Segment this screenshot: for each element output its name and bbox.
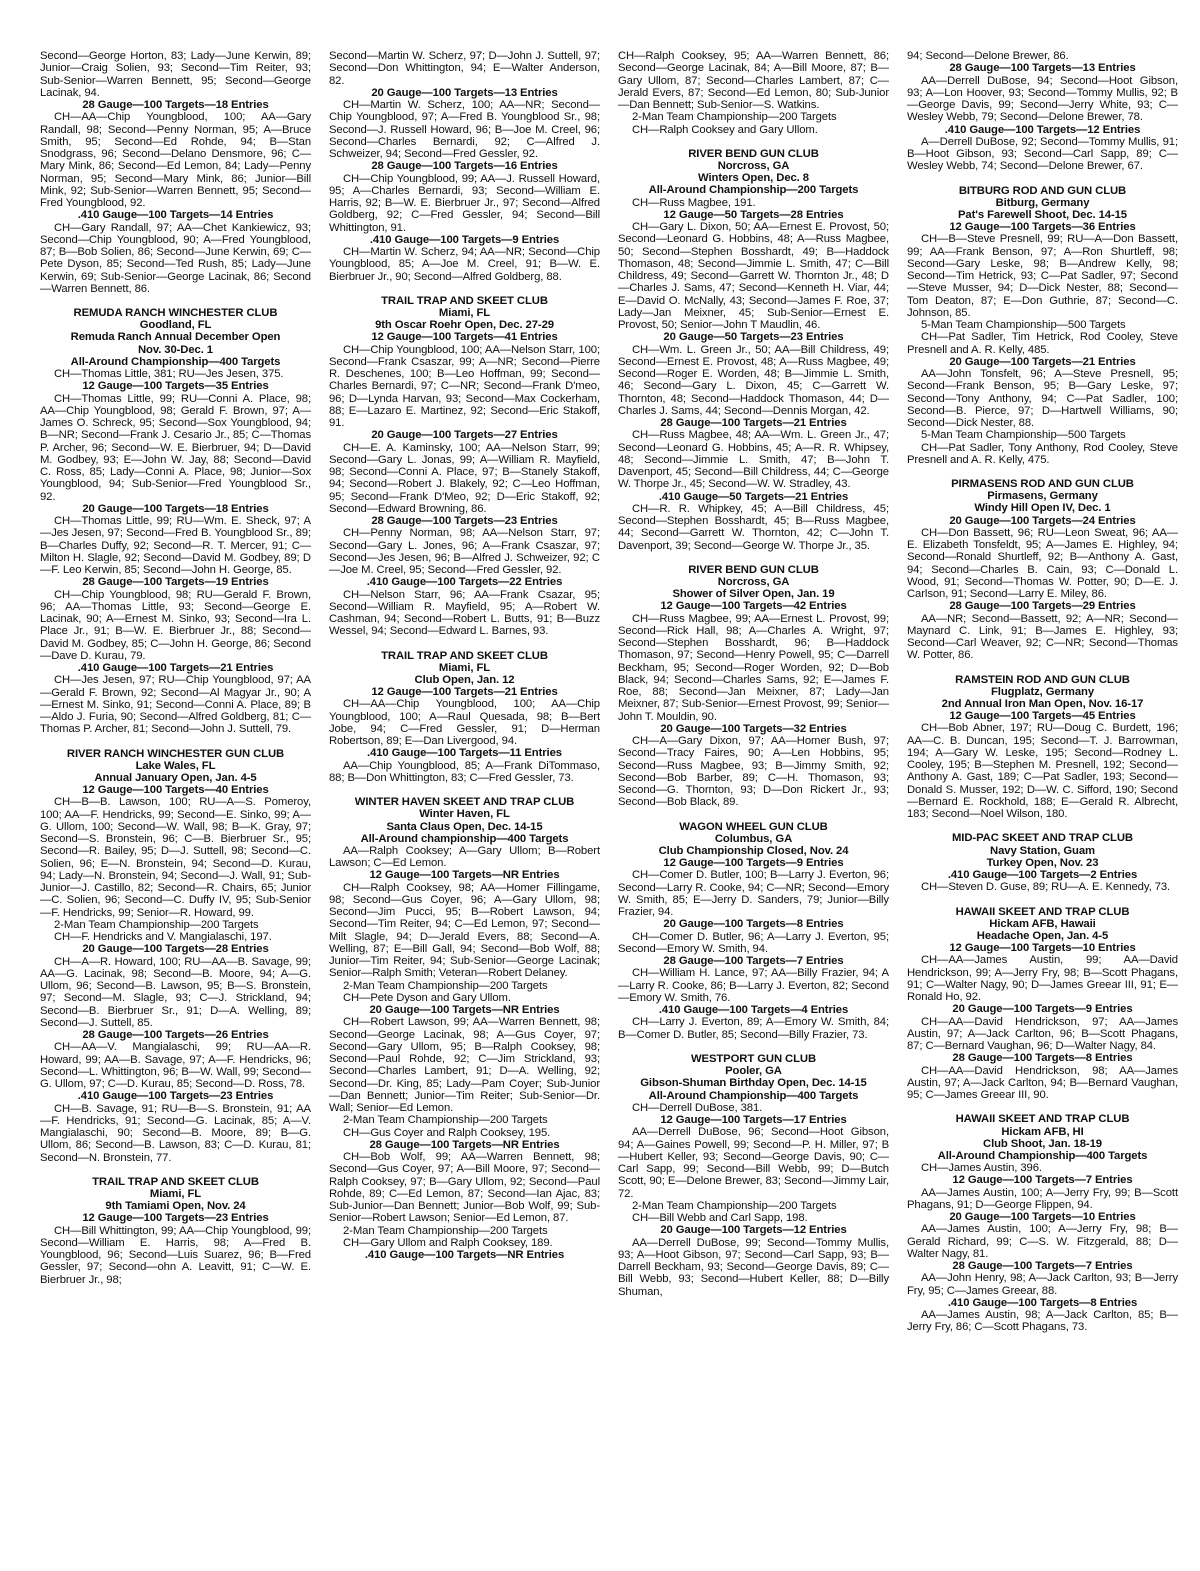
results-paragraph: AA—John Henry, 98; A—Jack Carlton, 93; B—Jerry Fry, 95; C—James Greear, 88. [907, 1272, 1178, 1297]
results-paragraph: CH—Pat Sadler, Tim Hetrick, Rod Cooley, Steve Presnell and A. R. Kelly, 485. [907, 331, 1178, 356]
club-name: TRAIL TRAP AND SKEET CLUB [92, 1175, 259, 1188]
event-subheading: 28 Gauge—100 Targets—29 Entries [949, 600, 1136, 613]
event-subheading: 12 Gauge—100 Targets—7 Entries [952, 1174, 1133, 1187]
event-subheading: All-Around championship—400 Targets [360, 832, 569, 845]
event-subheading: 28 Gauge—100 Targets—23 Entries [371, 515, 558, 528]
club-name: RAMSTEIN ROD AND GUN CLUB [955, 673, 1130, 686]
event-date: Nov. 30-Dec. 1 [138, 343, 213, 356]
club-location: Goodland, FL [139, 319, 212, 332]
results-paragraph: CH—Gary L. Dixon, 50; AA—Ernest E. Provost, 50; Second—Leonard G. Hobbins, 48; A—Russ Magbee, 50; Second—Stephen Bosshardt, 49; B—Haddock Thomason, 48; Second—Jimmie L. Smith, 47; C—Bill Childress, 49; Second—Garrett W. Thornton Jr., 48; D—Charles J. Sams, 47; Second—Kenneth H. Viar, 44; E—David O. McNally, 43; Second—James F. Roe, 37; Lady—Jan Meixner, 45; Sub-Senior—Ernest E. Provost, 50; Senior—John T Maudlin, 46. [618, 221, 889, 332]
club-name: TRAIL TRAP AND SKEET CLUB [381, 294, 548, 307]
event-name: 9th Tamiami Open, Nov. 24 [105, 1200, 246, 1213]
results-paragraph: CH—B—B. Lawson, 100; RU—A—S. Pomeroy, 100; AA—F. Hendricks, 99; Second—E. Sinko, 99; A—G. Ullom, 100; Second—W. Wall, 98; B—K. Gray, 97; Second—S. Bronstein, 96; C—B. Bierbruer Sr., 95; Second—R. Bailey, 95; D—J. Suttell, 98; Second—C. Solien, 96; E—N. Bronstein, 94; Second—D. Kurau, 94; Lady—N. Bronstein, 94; Second—J. Wall, 91; Sub-Junior—J. Castillo, 82; Second—R. Chairs, 65; Junior—C. Solien, 96; Second—C. Duffy IV, 95; Sub-Senior—F. Hendricks, 99; Senior—R. Howard, 99. [40, 796, 311, 919]
results-paragraph: CH—Russ Magbee, 191. [632, 196, 756, 209]
event-name: 2nd Annual Iron Man Open, Nov. 16-17 [941, 698, 1144, 710]
club-header [40, 1176, 311, 1213]
results-paragraph: AA—Derrell DuBose, 94; Second—Hoot Gibson, 93; A—Lon Hoover, 93; Second—Tommy Mullis, 92; B—George Davis, 99; Second—Jerry White, 93; C—Wesley Webb, 79; Second—Delone Brewer, 78. [907, 74, 1178, 124]
club-name: MID-PAC SKEET AND TRAP CLUB [952, 832, 1133, 845]
club-location: Navy Station, Guam [990, 844, 1095, 857]
results-paragraph: CH—Martin W. Scherz, 100; AA—NR; Second—Chip Youngblood, 97; A—Fred B. Youngblood Sr., 98; Second—J. Russell Howard, 96; B—Joe M. Creel, 96; Second—Charles Bernardi, 92; C—Alfred J. Schweizer, 94; Second—Fred Gessler, 92. [329, 99, 600, 160]
event-subheading: 28 Gauge—100 Targets—26 Entries [82, 1029, 269, 1042]
event-name: Club Open, Jan. 12 [414, 673, 515, 686]
column-2 [329, 50, 600, 1560]
results-paragraph: CH—Don Bassett, 96; RU—Leon Sweat, 96; AA—E. Elizabeth Tonsfeldt, 95; A—James E. Highley, 94; Second—Ronald Shurtleff, 92; B—Anthony A. Gast, 94; Second—Charles B. Cain, 93; C—Donald L. Wood, 91; Second—Thomas W. Potter, 90; D—E. J. Carlson, 91; Second—Larry E. Miley, 86. [907, 526, 1178, 601]
event-name: Annual January Open, Jan. 4-5 [94, 771, 257, 784]
club-location: Columbus, GA [714, 832, 793, 845]
event-subheading: 28 Gauge—100 Targets—16 Entries [371, 160, 558, 173]
event-subheading: All-Around Championship—400 Targets [648, 1089, 859, 1102]
results-paragraph: AA—James Austin, 98; A—Jack Carlton, 85; B—Jerry Fry, 86; C—Scott Phagans, 73. [907, 1309, 1178, 1334]
event-subheading: 12 Gauge—100 Targets—35 Entries [82, 380, 269, 393]
results-paragraph: 2-Man Team Championship—200 Targets [632, 1199, 837, 1212]
event-subheading: .410 Gauge—100 Targets—21 Entries [77, 662, 274, 674]
event-name: Winters Open, Dec. 8 [698, 172, 809, 185]
results-paragraph: CH—Comer D. Butler, 100; B—Larry J. Everton, 96; Second—Larry R. Cooke, 94; C—NR; Second—Emory W. Smith, 85; E—Jerry D. Sanders, 79; Junior—Billy Frazier, 94. [618, 869, 889, 919]
club-header [329, 295, 600, 332]
event-subheading: .410 Gauge—100 Targets—23 Entries [77, 1090, 274, 1103]
results-paragraph: AA—James Austin, 100; A—Jerry Fry, 99; B—Scott Phagans, 91; D—George Flippen, 94. [907, 1186, 1178, 1211]
results-paragraph: CH—Steven D. Guse, 89; RU—A. E. Kennedy, 73. [921, 881, 1171, 894]
club-location: Pirmasens, Germany [987, 490, 1098, 503]
column-4 [907, 50, 1178, 1560]
event-subheading: 20 Gauge—100 Targets—21 Entries [949, 355, 1136, 368]
club-name: PIRMASENS ROD AND GUN CLUB [951, 478, 1134, 491]
event-subheading: 20 Gauge—100 Targets—12 Entries [660, 1224, 847, 1237]
club-header [618, 148, 889, 185]
column-3 [618, 50, 889, 1560]
results-paragraph: CH—A—R. Howard, 100; RU—AA—B. Savage, 99; AA—G. Lacinak, 98; Second—B. Moore, 94; A—G. Ullom, 96; Second—B. Lawson, 95; B—S. Bronstein, 97; Second—M. Slagle, 93; C—J. Strickland, 94; Second—B. Bierbruer Sr., 91; D—A. Welling, 89; Second—J. Suttell, 85. [40, 955, 311, 1029]
club-header [618, 1053, 889, 1090]
club-name: WAGON WHEEL GUN CLUB [679, 820, 828, 833]
event-name: 9th Oscar Roehr Open, Dec. 27-29 [375, 319, 554, 332]
results-paragraph: CH—A—Gary Dixon, 97; AA—Homer Bush, 97; Second—Tracy Faires, 90; A—Len Hobbins, 95; Second—Russ Magbee, 93; B—Jimmy Smith, 92; Second—Bob Barber, 89; C—H. Thomason, 93; Second—G. Thornton, 93; D—Don Rickert Jr., 93; Second—Bob Black, 89. [618, 735, 889, 809]
results-paragraph: 2-Man Team Championship—200 Targets [343, 979, 548, 992]
results-paragraph: CH—Russ Magbee, 48; AA—Wm. L. Green Jr., 47; Second—Leonard G. Hobbins, 45; A—R. R. Whipsey, 48; Second—Jimmie L. Smith, 47; B—John T. Davenport, 45; Second—Bill Childress, 44; C—George W. Thorpe Jr., 45; Second—W. W. Stradley, 43. [618, 429, 889, 491]
club-name: HAWAII SKEET AND TRAP CLUB [955, 905, 1130, 918]
event-subheading: 12 Gauge—100 Targets—41 Entries [371, 331, 558, 344]
results-paragraph: CH—Bill Webb and Carl Sapp, 198. [632, 1212, 808, 1224]
event-name: Club Shoot, Jan. 18-19 [983, 1137, 1102, 1150]
event-name: Remuda Ranch Annual December Open [70, 331, 281, 344]
results-paragraph: CH—AA—Chip Youngblood, 100; AA—Chip Youngblood, 100; A—Raul Quesada, 98; B—Bert Jobe, 94; C—Fred Gessler, 91; D—Herman Robertson, 89; E—Dan Livergood, 94. [329, 698, 600, 748]
club-header [329, 796, 600, 833]
event-subheading: All-Around Championship—200 Targets [648, 184, 859, 197]
club-name: WESTPORT GUN CLUB [690, 1052, 817, 1065]
club-location: Miami, FL [438, 306, 491, 319]
event-subheading: 12 Gauge—100 Targets—17 Entries [660, 1114, 847, 1126]
club-name: REMUDA RANCH WINCHESTER CLUB [73, 307, 278, 319]
results-paragraph: CH—Thomas Little, 99; RU—Conni A. Place, 98; AA—Chip Youngblood, 98; Gerald F. Brown, 97; A—James O. Schreck, 95; Second—Sox Youngblood, 94; B—NR; Second—Frank J. Cesario Jr., 85; C—Thomas P. Archer, 96; Second—W. E. Bierbruer, 94; D—David M. Godbey, 93; E—John W. Jay, 88; Second—David C. Ross, 85; Lady—Conni A. Place, 98; Junior—Sox Youngblood, 94; Sub-Senior—Fred Youngblood Sr., 92. [40, 392, 311, 503]
club-name: HAWAII SKEET AND TRAP CLUB [955, 1113, 1130, 1126]
results-paragraph: CH—AA—James Austin, 99; AA—David Hendrickson, 99; A—Jerry Fry, 98; B—Scott Phagans, 91; C—Walter Nagy, 90; D—James Greear III, 91; E—Ronald Ho, 92. [907, 954, 1178, 1004]
results-paragraph: CH—William H. Lance, 97; AA—Billy Frazier, 94; A—Larry R. Cooke, 86; B—Larry J. Everton, 82; Second—Emory W. Smith, 76. [618, 967, 889, 1004]
event-name: Headache Open, Jan. 4-5 [976, 929, 1109, 942]
results-paragraph: CH—AA—Chip Youngblood, 100; AA—Gary Randall, 98; Second—Penny Norman, 95; A—Bruce Smith, 95; Second—Ed Rohde, 94; B—Stan Snodgrass, 96; Second—Delano Densmore, 96; C—Mary Mink, 86; Second—Ed Lemon, 84; Lady—Penny Norman, 95; Second—Mary Mink, 86; Junior—Bill Mink, 92; Sub-Senior—Warren Bennett, 95; Second—Fred Youngblood, 92. [40, 111, 311, 209]
club-location: Norcross, GA [717, 159, 790, 172]
event-subheading: .410 Gauge—100 Targets—4 Entries [658, 1004, 849, 1017]
results-paragraph: AA—Derrell DuBose, 99; Second—Tommy Mullis, 93; A—Hoot Gibson, 97; Second—Carl Sapp, 93; B—Darrell Beckham, 93; Second—George Davis, 89; C—Bill Webb, 93; Second—Hubert Keller, 88; D—Billy Shuman, [618, 1236, 889, 1298]
event-name: Shower of Silver Open, Jan. 19 [672, 588, 835, 601]
results-paragraph: CH—Chip Youngblood, 100; AA—Nelson Starr, 100; Second—Frank Csaszar, 99; A—NR; Second—Pierre R. Deschenes, 100; B—Leo Hoffman, 99; Second—Charles Bernardi, 97; C—NR; Second—Frank D'meo, 96; D—Lynda Harvan, 93; Second—Max Cockerham, 88; E—Lazaro E. Martinez, 92; Second—Eric Stakoff, 91. [329, 343, 600, 430]
event-name: Santa Claus Open, Dec. 14-15 [386, 820, 543, 833]
results-paragraph: CH—Comer D. Butler, 96; A—Larry J. Everton, 95; Second—Emory W. Smith, 94. [618, 930, 889, 955]
club-name: RIVER BEND GUN CLUB [688, 147, 819, 160]
event-subheading: 20 Gauge—100 Targets—32 Entries [660, 722, 847, 735]
results-paragraph: AA—Ralph Cooksey; A—Gary Ullom; B—Robert Lawson; C—Ed Lemon. [329, 844, 600, 870]
results-paragraph: CH—Thomas Little, 381; RU—Jes Jesen, 375. [54, 368, 284, 380]
event-subheading: 12 Gauge—100 Targets—40 Entries [82, 784, 269, 797]
results-paragraph: CH—B—Steve Presnell, 99; RU—A—Don Bassett, 99; AA—Frank Benson, 97; A—Ron Shurtleff, 98; Second—Gary Leske, 98; B—Andrew Kelly, 98; Second—Tim Hetrick, 93; C—Pat Sadler, 97; Second—Steve Musser, 94; D—Dick Nester, 88; Second—Tom Deaton, 87; E—Don Guthrie, 87; Second—C. Johnson, 85. [907, 233, 1178, 319]
event-subheading: .410 Gauge—100 Targets—22 Entries [366, 576, 563, 589]
club-header [907, 674, 1178, 711]
results-paragraph: AA—John Tonsfelt, 96; A—Steve Presnell, 95; Second—Frank Benson, 95; B—Gary Leske, 97; Second—Tony Anthony, 94; C—Pat Sadler, 100; Second—B. Pierce, 97; D—Hartwell Williams, 90; Second—Dick Nester, 88. [907, 368, 1178, 430]
event-name: Club Championship Closed, Nov. 24 [658, 845, 849, 857]
results-paragraph: 94; Second—Delone Brewer, 86. [907, 50, 1069, 62]
results-paragraph: AA—Chip Youngblood, 85; A—Frank DiTommaso, 88; B—Don Whittington, 83; C—Fred Gessler, 73. [329, 759, 600, 784]
event-subheading: 12 Gauge—100 Targets—9 Entries [663, 857, 844, 870]
club-location: Miami, FL [438, 661, 491, 674]
results-paragraph: CH—Bob Wolf, 99; AA—Warren Bennett, 98; Second—Gus Coyer, 97; A—Bill Moore, 97; Second—Ralph Cooksey, 97; B—Gary Ullom, 92; Second—Paul Rohde, 89; C—Ed Lemon, 87; Second—Ian Ajac, 83; Sub-Junior—Dan Bennett; Junior—Bob Wolf, 99; Sub-Senior—Robert Lawson; Senior—Ed Lemon, 87. [329, 1151, 600, 1225]
results-paragraph: 2-Man Team Championship—200 Targets [632, 111, 837, 124]
event-subheading: 12 Gauge—50 Targets—28 Entries [663, 208, 844, 221]
event-subheading: 12 Gauge—100 Targets—21 Entries [371, 686, 558, 699]
event-subheading: 20 Gauge—100 Targets—24 Entries [949, 514, 1136, 527]
event-subheading: 20 Gauge—100 Targets—18 Entries [82, 502, 269, 515]
results-paragraph: CH—F. Hendricks and V. Mangialaschi, 197. [54, 931, 272, 944]
club-name: RIVER BEND GUN CLUB [688, 563, 819, 576]
event-subheading: 12 Gauge—100 Targets—10 Entries [949, 942, 1136, 955]
event-subheading: 20 Gauge—100 Targets—9 Entries [952, 1003, 1133, 1016]
club-header [618, 564, 889, 601]
results-page [40, 50, 1180, 1560]
results-paragraph: Second—Martin W. Scherz, 97; D—John J. Suttell, 97; Second—Don Whittington, 94; E—Walter Anderson, 82. [329, 50, 600, 87]
event-subheading: 28 Gauge—100 Targets—18 Entries [82, 99, 269, 111]
results-paragraph: Second—George Horton, 83; Lady—June Kerwin, 89; Junior—Craig Solien, 93; Second—Tim Reiter, 93; Sub-Senior—Warren Bennett, 95; Second—George Lacinak, 94. [40, 50, 311, 99]
event-subheading: 12 Gauge—100 Targets—23 Entries [82, 1212, 269, 1225]
event-subheading: .410 Gauge—100 Targets—11 Entries [367, 747, 562, 760]
event-subheading: 20 Gauge—100 Targets—8 Entries [663, 918, 844, 931]
event-subheading: 28 Gauge—100 Targets—8 Entries [952, 1052, 1133, 1065]
club-location: Norcross, GA [717, 576, 790, 588]
event-subheading: .410 Gauge—100 Targets—12 Entries [944, 123, 1141, 136]
event-subheading: .410 Gauge—100 Targets—8 Entries [947, 1296, 1138, 1309]
results-paragraph: 2-Man Team Championship—200 Targets [54, 918, 259, 931]
results-paragraph: CH—Thomas Little, 99; RU—Wm. E. Sheck, 97; A—Jes Jesen, 97; Second—Fred B. Youngblood Sr., 89; B—Charles Duffy, 92; Second—R. T. Mercer, 91; C—Milton H. Slagle, 92; Second—David M. Godbey, 89; D—F. Leo Kerwin, 85; Second—John H. George, 85. [40, 515, 311, 576]
event-subheading: .410 Gauge—100 Targets—9 Entries [369, 233, 560, 246]
results-paragraph: 5-Man Team Championship—500 Targets [921, 429, 1126, 442]
club-header [907, 478, 1178, 515]
club-location: Flugplatz, Germany [990, 685, 1095, 698]
results-paragraph: CH—Ralph Cooksey and Gary Ullom. [632, 123, 818, 136]
results-paragraph: CH—AA—David Hendrickson, 97; AA—James Austin, 97; A—Jack Carlton, 96; B—Scott Phagans, 87; C—Bernard Vaughan, 96; D—Walter Nagy, 84. [907, 1015, 1178, 1053]
club-location: Hickam AFB, HI [1001, 1125, 1084, 1138]
results-paragraph: CH—Robert Lawson, 99; AA—Warren Bennett, 98; Second—George Lacinak, 98; A—Gus Coyer, 97; Second—Gary Ullom, 95; B—Ralph Cooksey, 98; Second—Paul Rohde, 92; C—Jim Strickland, 93; Second—Charles Lambert, 91; D—A. Welling, 92; Second—Dr. King, 85; Lady—Pam Coyer; Sub-Junior—Dan Bennett; Junior—Tim Reiter; Sub-Senior—Dr. Wall; Senior—Ed Lemon. [329, 1016, 600, 1115]
results-paragraph: CH—Ralph Cooksey, 98; AA—Homer Fillingame, 98; Second—Gus Coyer, 96; A—Gary Ullom, 98; Second—Jim Pucci, 95; B—Robert Lawson, 94; Second—Tim Reiter, 94; C—Ed Lemon, 97; Second—Milt Slagle, 94; D—Jerald Evers, 88; Second—A. Welling, 87; E—Bill Gall, 94; Second—Bob Wolf, 88; Junior—Tim Reiter, 94; Sub-Senior—George Lacinak; Senior—Ralph Smith; Veteran—Robert Delaney. [329, 881, 600, 980]
event-subheading: 20 Gauge—50 Targets—23 Entries [663, 331, 844, 344]
event-subheading: .410 Gauge—100 Targets—14 Entries [77, 209, 274, 222]
results-paragraph: CH—Chip Youngblood, 98; RU—Gerald F. Brown, 96; AA—Thomas Little, 93; Second—George E. Lacinak, 90; A—Ernest M. Sinko, 93; Second—Ira L. Place Jr., 91; B—W. E. Bierbruer Jr., 88; Second—David M. Godbey, 85; C—John H. George, 86; Second—Dave D. Kurau, 79. [40, 588, 311, 662]
club-header [329, 650, 600, 687]
club-name: TRAIL TRAP AND SKEET CLUB [381, 649, 548, 662]
event-subheading: 20 Gauge—100 Targets—NR Entries [369, 1004, 560, 1017]
results-paragraph: CH—E. A. Kaminsky, 100; AA—Nelson Starr, 99; Second—Gary L. Jonas, 99; A—William R. Mayfield, 98; Second—Conni A. Place, 97; B—Stanely Stakoff, 94; Second—Robert J. Blakely, 92; C—Leo Hoffman, 95; Second—Frank D'Meo, 92; D—Eric Stakoff, 92; Second—Edward Browning, 86. [329, 441, 600, 515]
event-subheading: 28 Gauge—100 Targets—NR Entries [369, 1138, 560, 1151]
results-paragraph: CH—Ralph Cooksey, 95; AA—Warren Bennett, 86; Second—George Lacinak, 84; A—Bill Moore, 87; B—Gary Ullom, 87; Second—Charles Lambert, 87; C—Jerald Evers, 87; Second—Ed Lemon, 80; Sub-Junior—Dan Bennett; Sub-Senior—S. Watkins. [618, 50, 889, 111]
event-subheading: 12 Gauge—100 Targets—NR Entries [369, 869, 560, 882]
club-location: Lake Wales, FL [135, 759, 216, 772]
event-subheading: 28 Gauge—100 Targets—19 Entries [82, 576, 269, 589]
results-paragraph: A—Derrell DuBose, 92; Second—Tommy Mullis, 91; B—Hoot Gibson, 93; Second—Carl Sapp, 89; C—Wesley Webb, 74; Second—Delone Brewer, 67. [907, 135, 1178, 173]
event-subheading: 28 Gauge—100 Targets—13 Entries [949, 62, 1136, 75]
event-subheading: 12 Gauge—100 Targets—42 Entries [660, 600, 847, 613]
club-location: Pooler, GA [725, 1065, 782, 1078]
results-paragraph: CH—Bill Whittington, 99; AA—Chip Youngblood, 99; Second—William E. Harris, 98; A—Fred B. Youngblood, 96; Second—Luis Suarez, 96; B—Fred Gessler, 97; Second—ohn A. Leavitt, 91; C—W. E. Bierbruer Jr., 98; [40, 1224, 311, 1286]
club-location: Bitburg, Germany [995, 196, 1090, 209]
results-paragraph: CH—Chip Youngblood, 99; AA—J. Russell Howard, 95; A—Charles Bernardi, 93; Second—William E. Harris, 92; B—W. E. Bierbruer Jr., 97; Second—Alfred Goldberg, 92; C—Fred Gessler, 94; Second—Bill Whittington, 91. [329, 172, 600, 234]
club-name: RIVER RANCH WINCHESTER GUN CLUB [66, 747, 285, 760]
results-paragraph: AA—Derrell DuBose, 96; Second—Hoot Gibson, 94; A—Gaines Powell, 99; Second—P. H. Miller, 97; B—Hubert Keller, 93; Second—George Davis, 90; C—Carl Sapp, 99; Second—Bill Webb, 99; D—Butch Scott, 90; E—Delone Brewer, 83; Second—Jimmy Lair, 72. [618, 1126, 889, 1200]
club-location: Winter Haven, FL [419, 808, 510, 821]
results-paragraph: CH—Gary Ullom and Ralph Cooksey, 189. [343, 1236, 553, 1249]
event-subheading: 28 Gauge—100 Targets—7 Entries [663, 955, 844, 968]
event-subheading: All-Around Championship—400 Targets [70, 355, 281, 368]
event-subheading: 20 Gauge—100 Targets—28 Entries [82, 943, 269, 956]
club-header [40, 307, 311, 356]
results-paragraph: CH—Wm. L. Green Jr., 50; AA—Bill Childress, 49; Second—Ernest E. Provost, 48; A—Russ Magbee, 49; Second—Roger E. Worden, 48; B—Jimmie L. Smith, 46; Second—Gary L. Dixon, 45; C—Garrett W. Thornton, 48; Second—Haddock Thomason, 44; D—Charles J. Sams, 44; Second—Dennis Morgan, 42. [618, 343, 889, 417]
results-paragraph: 2-Man Team Championship—200 Targets [343, 1224, 548, 1237]
results-paragraph: CH—Penny Norman, 98; AA—Nelson Starr, 97; Second—Gary L. Jones, 96; A—Frank Csaszar, 97; Second—Jes Jesen, 96; B—Alfred J. Schweizer, 92; C—Joe M. Creel, 95; Second—Fred Gessler, 92. [329, 527, 600, 577]
results-paragraph: 5-Man Team Championship—500 Targets [921, 319, 1126, 332]
results-paragraph: AA—NR; Second—Bassett, 92; A—NR; Second—Maynard C. Link, 91; B—James E. Highley, 93; Second—Carl Weaver, 92; C—NR; Second—Thomas W. Potter, 86. [907, 612, 1178, 662]
club-location: Miami, FL [149, 1188, 202, 1200]
column-1 [40, 50, 311, 1560]
results-paragraph: CH—Russ Magbee, 99; AA—Ernest L. Provost, 99; Second—Rick Hall, 98; A—Charles A. Wright, 97; Second—Stephen Bosshardt, 96; B—Haddock Thomason, 97; Second—Henry Powell, 95; C—Darrell Beckham, 95; Second—Roger Worden, 92; D—Bob Black, 94; Second—Charles Sams, 92; E—James F. Roe, 88; Second—Jan Meixner, 87; Lady—Jan Meixner, 87; Sub-Senior—Ernest Provost, 99; Senior—John T. Mouldin, 90. [618, 612, 889, 723]
results-paragraph: CH—Martin W. Scherz, 94; AA—NR; Second—Chip Youngblood, 85; A—Joe M. Creel, 91; B—W. E. Bierbruer Jr., 90; Second—Alfred Goldberg, 88. [329, 246, 600, 283]
results-paragraph: CH—AA—David Hendrickson, 98; AA—James Austin, 97; A—Jack Carlton, 94; B—Bernard Vaughan, 95; C—James Greear III, 90. [907, 1064, 1178, 1102]
event-name: Windy Hill Open IV, Dec. 1 [974, 502, 1111, 515]
event-subheading: 12 Gauge—100 Targets—45 Entries [949, 710, 1136, 723]
club-location: Hickam AFB, Hawaii [989, 917, 1096, 930]
results-paragraph: CH—Pete Dyson and Gary Ullom. [343, 991, 511, 1004]
club-header [907, 832, 1178, 869]
club-header [907, 906, 1178, 943]
results-paragraph: 2-Man Team Championship—200 Targets [343, 1114, 548, 1127]
results-paragraph: CH—Larry J. Everton, 89; A—Emory W. Smith, 84; B—Comer D. Butler, 85; Second—Billy Frazier, 73. [618, 1016, 889, 1041]
event-name: Turkey Open, Nov. 23 [986, 856, 1099, 869]
event-subheading: .410 Gauge—50 Targets—21 Entries [658, 490, 849, 503]
event-name: Gibson-Shuman Birthday Open, Dec. 14-15 [640, 1077, 867, 1090]
results-paragraph: CH—AA—V. Mangialaschi, 99; RU—AA—R. Howard, 99; AA—B. Savage, 97; A—F. Hendricks, 96; Second—L. Whittington, 96; B—W. Wall, 99; Second—G. Ullom, 97; C—D. Kurau, 85; Second—D. Ross, 78. [40, 1041, 311, 1091]
results-paragraph: CH—Jes Jesen, 97; RU—Chip Youngblood, 97; AA—Gerald F. Brown, 92; Second—Al Magyar Jr., 90; A—Ernest M. Sinko, 91; Second—Conni A. Place, 89; B—Aldo J. Furia, 90; Second—Alfred Goldberg, 81; C—Thomas P. Archer, 81; Second—John J. Suttell, 79. [40, 674, 311, 736]
event-subheading: 12 Gauge—100 Targets—36 Entries [949, 221, 1136, 234]
event-subheading: 20 Gauge—100 Targets—27 Entries [371, 429, 558, 442]
club-name: BITBURG ROD AND GUN CLUB [958, 184, 1127, 197]
club-header [907, 185, 1178, 222]
results-paragraph: AA—James Austin, 100; A—Jerry Fry, 98; B—Gerald Richard, 99; C—S. W. Fitzgerald, 88; D—Walter Nagy, 81. [907, 1223, 1178, 1260]
event-subheading: 20 Gauge—100 Targets—13 Entries [371, 86, 558, 99]
results-paragraph: CH—Nelson Starr, 96; AA—Frank Csazar, 95; Second—William R. Mayfield, 95; A—Robert W. Cashman, 94; Second—Robert L. Butts, 91; B—Buzz Wessel, 94; Second—Edward L. Barnes, 93. [329, 588, 600, 638]
results-paragraph: CH—Gus Coyer and Ralph Cooksey, 195. [343, 1126, 551, 1139]
event-subheading: 20 Gauge—100 Targets—10 Entries [949, 1211, 1136, 1224]
results-paragraph: CH—B. Savage, 91; RU—B—S. Bronstein, 91; AA—F. Hendricks, 91; Second—G. Lacinak, 85; A—V. Mangialaschi, 90; Second—B. Moore, 89; B—G. Ullom, 86; Second—B. Lawson, 83; C—D. Kurau, 81; Second—N. Bronstein, 77. [40, 1102, 311, 1164]
results-paragraph: CH—Derrell DuBose, 381. [632, 1101, 763, 1114]
club-header [40, 748, 311, 785]
event-subheading: .410 Gauge—100 Targets—2 Entries [947, 869, 1138, 881]
results-paragraph: CH—Pat Sadler, Tony Anthony, Rod Cooley, Steve Presnell and A. R. Kelly, 475. [907, 441, 1178, 466]
results-paragraph: CH—James Austin, 396. [921, 1162, 1042, 1175]
event-name: Pat's Farewell Shoot, Dec. 14-15 [957, 208, 1127, 221]
event-subheading: 28 Gauge—100 Targets—21 Entries [660, 417, 847, 430]
results-paragraph: CH—Bob Abner, 197; RU—Doug C. Burdett, 196; AA—C. B. Duncan, 195; Second—T. J. Barrowman, 194; A—Gary W. Leske, 195; Second—Rodney L. Cooley, 195; B—Stephen M. Presnell, 192; Second—Anthony A. Gast, 189; C—Pat Sadler, 193; Second—Donald S. Musser, 192; D—W. C. Sifford, 190; Second—Bernard E. Rockhold, 188; E—Gerald R. Albrecht, 183; Second—Noel Wilson, 180. [907, 722, 1178, 821]
results-paragraph: CH—R. R. Whipkey, 45; A—Bill Childress, 45; Second—Stephen Bosshardt, 45; B—Russ Magbee, 44; Second—Garrett W. Thornton, 42; C—John T. Davenport, 39; Second—George W. Thorpe Jr., 35. [618, 502, 889, 552]
club-header [618, 821, 889, 858]
results-paragraph: CH—Gary Randall, 97; AA—Chet Kankiewicz, 93; Second—Chip Youngblood, 90; A—Fred Youngblood, 87; B—Bob Solien, 86; Second—June Kerwin, 69; C—Pete Dyson, 85; Second—Ted Rush, 85; Lady—June Kerwin, 69; Sub-Senior—George Lacinak, 86; Second—Warren Bennett, 86. [40, 221, 311, 295]
event-subheading: 28 Gauge—100 Targets—7 Entries [952, 1260, 1133, 1273]
event-subheading: .410 Gauge—100 Targets—NR Entries [364, 1249, 565, 1262]
event-subheading: All-Around Championship—400 Targets [937, 1149, 1148, 1162]
club-name: WINTER HAVEN SKEET AND TRAP CLUB [354, 796, 575, 809]
club-header [907, 1113, 1178, 1150]
